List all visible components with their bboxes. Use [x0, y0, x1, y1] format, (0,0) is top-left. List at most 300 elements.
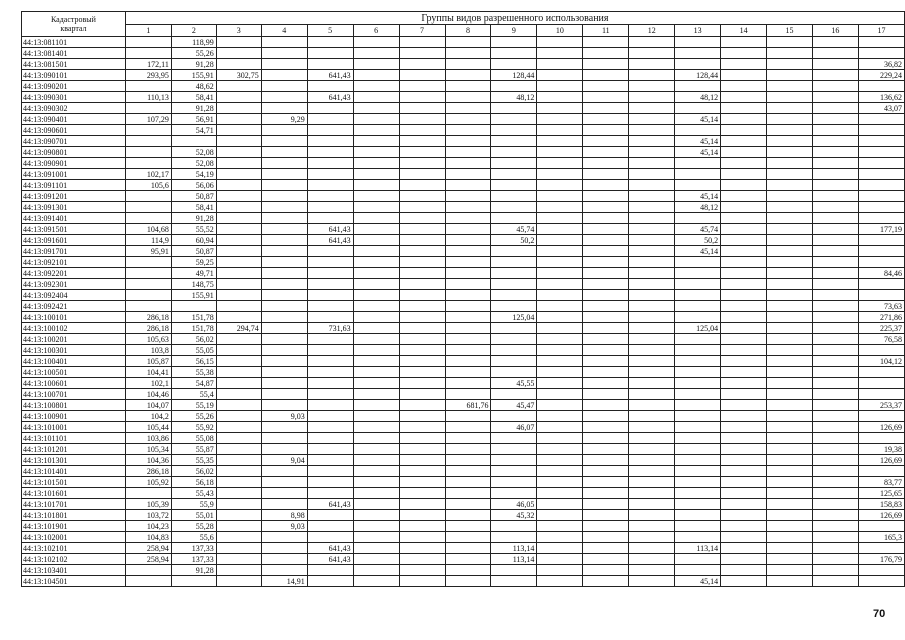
column-header-3: 3 — [216, 25, 261, 37]
value-cell-group-1: 104,23 — [125, 521, 171, 532]
value-cell-group-14 — [721, 488, 767, 499]
value-cell-group-1: 105,34 — [125, 444, 171, 455]
value-cell-group-6 — [353, 114, 399, 125]
value-cell-group-11 — [583, 92, 629, 103]
value-cell-group-13: 50,2 — [675, 235, 721, 246]
cadastral-quarter-cell: 44:13:090901 — [22, 158, 126, 169]
value-cell-group-14 — [721, 235, 767, 246]
value-cell-group-7 — [399, 279, 445, 290]
table-row — [22, 180, 905, 191]
value-cell-group-4 — [261, 191, 307, 202]
value-cell-group-7 — [399, 191, 445, 202]
value-cell-group-10 — [537, 532, 583, 543]
value-cell-group-7 — [399, 554, 445, 565]
value-cell-group-15 — [767, 554, 813, 565]
column-header-15: 15 — [767, 25, 813, 37]
value-cell-group-9 — [491, 279, 537, 290]
value-cell-group-6 — [353, 70, 399, 81]
value-cell-group-11 — [583, 422, 629, 433]
value-cell-group-17: 73,63 — [858, 301, 904, 312]
value-cell-group-6 — [353, 433, 399, 444]
value-cell-group-3 — [216, 334, 261, 345]
value-cell-group-3 — [216, 136, 261, 147]
value-cell-group-1 — [125, 290, 171, 301]
cadastral-quarter-cell: 44:13:090801 — [22, 147, 126, 158]
value-cell-group-5 — [307, 345, 353, 356]
value-cell-group-2 — [171, 576, 216, 587]
value-cell-group-13 — [675, 37, 721, 48]
cadastral-quarter-cell: 44:13:101901 — [22, 521, 126, 532]
cadastral-quarter-cell: 44:13:090301 — [22, 92, 126, 103]
value-cell-group-12 — [629, 257, 675, 268]
value-cell-group-3 — [216, 235, 261, 246]
value-cell-group-11 — [583, 158, 629, 169]
value-cell-group-15 — [767, 136, 813, 147]
value-cell-group-7 — [399, 246, 445, 257]
value-cell-group-11 — [583, 345, 629, 356]
value-cell-group-16 — [812, 114, 858, 125]
value-cell-group-6 — [353, 257, 399, 268]
value-cell-group-6 — [353, 466, 399, 477]
value-cell-group-6 — [353, 312, 399, 323]
value-cell-group-14 — [721, 169, 767, 180]
value-cell-group-15 — [767, 466, 813, 477]
value-cell-group-1: 103,8 — [125, 345, 171, 356]
value-cell-group-13 — [675, 257, 721, 268]
value-cell-group-1 — [125, 565, 171, 576]
table-row — [22, 48, 905, 59]
value-cell-group-1: 104,83 — [125, 532, 171, 543]
value-cell-group-11 — [583, 114, 629, 125]
table-body — [22, 37, 905, 587]
value-cell-group-11 — [583, 81, 629, 92]
value-cell-group-11 — [583, 70, 629, 81]
value-cell-group-3 — [216, 466, 261, 477]
value-cell-group-8 — [445, 114, 491, 125]
table-row — [22, 191, 905, 202]
table-row — [22, 301, 905, 312]
value-cell-group-13 — [675, 422, 721, 433]
value-cell-group-6 — [353, 356, 399, 367]
value-cell-group-7 — [399, 477, 445, 488]
value-cell-group-2: 50,87 — [171, 191, 216, 202]
value-cell-group-17 — [858, 257, 904, 268]
value-cell-group-12 — [629, 191, 675, 202]
value-cell-group-10 — [537, 213, 583, 224]
value-cell-group-9 — [491, 103, 537, 114]
value-cell-group-5 — [307, 367, 353, 378]
value-cell-group-3 — [216, 378, 261, 389]
value-cell-group-17 — [858, 202, 904, 213]
value-cell-group-2: 48,62 — [171, 81, 216, 92]
value-cell-group-8 — [445, 334, 491, 345]
value-cell-group-16 — [812, 158, 858, 169]
value-cell-group-16 — [812, 279, 858, 290]
value-cell-group-10 — [537, 323, 583, 334]
value-cell-group-5: 641,43 — [307, 235, 353, 246]
value-cell-group-5 — [307, 191, 353, 202]
value-cell-group-15 — [767, 389, 813, 400]
value-cell-group-4 — [261, 147, 307, 158]
cadastral-quarter-cell: 44:13:102001 — [22, 532, 126, 543]
value-cell-group-15 — [767, 422, 813, 433]
value-cell-group-1: 105,39 — [125, 499, 171, 510]
value-cell-group-14 — [721, 400, 767, 411]
value-cell-group-8 — [445, 37, 491, 48]
value-cell-group-3 — [216, 169, 261, 180]
value-cell-group-4 — [261, 378, 307, 389]
value-cell-group-10 — [537, 576, 583, 587]
table-row — [22, 400, 905, 411]
value-cell-group-12 — [629, 554, 675, 565]
value-cell-group-13 — [675, 477, 721, 488]
value-cell-group-16 — [812, 345, 858, 356]
value-cell-group-16 — [812, 411, 858, 422]
value-cell-group-10 — [537, 268, 583, 279]
value-cell-group-10 — [537, 48, 583, 59]
value-cell-group-1: 105,63 — [125, 334, 171, 345]
value-cell-group-13 — [675, 510, 721, 521]
value-cell-group-5 — [307, 158, 353, 169]
value-cell-group-6 — [353, 323, 399, 334]
value-cell-group-15 — [767, 246, 813, 257]
cadastral-quarter-cell: 44:13:102101 — [22, 543, 126, 554]
value-cell-group-6 — [353, 224, 399, 235]
cadastral-quarter-cell: 44:13:090401 — [22, 114, 126, 125]
value-cell-group-13 — [675, 433, 721, 444]
value-cell-group-5: 641,43 — [307, 224, 353, 235]
value-cell-group-6 — [353, 576, 399, 587]
value-cell-group-6 — [353, 136, 399, 147]
value-cell-group-15 — [767, 103, 813, 114]
table-row — [22, 466, 905, 477]
value-cell-group-15 — [767, 48, 813, 59]
value-cell-group-2: 56,18 — [171, 477, 216, 488]
value-cell-group-17 — [858, 279, 904, 290]
value-cell-group-7 — [399, 521, 445, 532]
value-cell-group-12 — [629, 312, 675, 323]
value-cell-group-8 — [445, 444, 491, 455]
value-cell-group-4: 8,98 — [261, 510, 307, 521]
value-cell-group-7 — [399, 48, 445, 59]
value-cell-group-8 — [445, 136, 491, 147]
value-cell-group-3 — [216, 455, 261, 466]
value-cell-group-11 — [583, 147, 629, 158]
value-cell-group-16 — [812, 70, 858, 81]
value-cell-group-15 — [767, 543, 813, 554]
value-cell-group-6 — [353, 455, 399, 466]
value-cell-group-9 — [491, 246, 537, 257]
value-cell-group-7 — [399, 444, 445, 455]
value-cell-group-11 — [583, 477, 629, 488]
value-cell-group-5 — [307, 334, 353, 345]
value-cell-group-12 — [629, 356, 675, 367]
value-cell-group-9 — [491, 48, 537, 59]
value-cell-group-6 — [353, 532, 399, 543]
cadastral-quarter-cell: 44:13:101001 — [22, 422, 126, 433]
header-key-line2: квартал — [60, 24, 87, 33]
value-cell-group-10 — [537, 114, 583, 125]
value-cell-group-12 — [629, 268, 675, 279]
table-row — [22, 202, 905, 213]
value-cell-group-17: 126,69 — [858, 510, 904, 521]
value-cell-group-12 — [629, 345, 675, 356]
value-cell-group-2: 55,52 — [171, 224, 216, 235]
value-cell-group-3 — [216, 81, 261, 92]
value-cell-group-12 — [629, 411, 675, 422]
value-cell-group-15 — [767, 169, 813, 180]
value-cell-group-7 — [399, 367, 445, 378]
value-cell-group-9 — [491, 37, 537, 48]
value-cell-group-8 — [445, 499, 491, 510]
value-cell-group-12 — [629, 521, 675, 532]
cadastral-quarter-cell: 44:13:090302 — [22, 103, 126, 114]
value-cell-group-4 — [261, 422, 307, 433]
value-cell-group-16 — [812, 59, 858, 70]
value-cell-group-17 — [858, 246, 904, 257]
value-cell-group-4: 9,04 — [261, 455, 307, 466]
value-cell-group-10 — [537, 488, 583, 499]
value-cell-group-7 — [399, 202, 445, 213]
value-cell-group-3 — [216, 213, 261, 224]
table-row — [22, 257, 905, 268]
cadastral-quarter-cell: 44:13:100102 — [22, 323, 126, 334]
value-cell-group-3 — [216, 532, 261, 543]
value-cell-group-14 — [721, 301, 767, 312]
value-cell-group-17 — [858, 114, 904, 125]
value-cell-group-15 — [767, 521, 813, 532]
value-cell-group-17 — [858, 433, 904, 444]
value-cell-group-16 — [812, 246, 858, 257]
value-cell-group-3: 294,74 — [216, 323, 261, 334]
value-cell-group-16 — [812, 521, 858, 532]
value-cell-group-16 — [812, 257, 858, 268]
value-cell-group-2: 151,78 — [171, 312, 216, 323]
value-cell-group-12 — [629, 279, 675, 290]
value-cell-group-4 — [261, 125, 307, 136]
value-cell-group-2: 54,71 — [171, 125, 216, 136]
value-cell-group-4: 9,03 — [261, 521, 307, 532]
value-cell-group-4 — [261, 48, 307, 59]
value-cell-group-5: 731,63 — [307, 323, 353, 334]
value-cell-group-1: 104,68 — [125, 224, 171, 235]
value-cell-group-7 — [399, 169, 445, 180]
column-header-6: 6 — [353, 25, 399, 37]
value-cell-group-7 — [399, 158, 445, 169]
value-cell-group-15 — [767, 433, 813, 444]
value-cell-group-6 — [353, 345, 399, 356]
value-cell-group-13: 45,14 — [675, 147, 721, 158]
value-cell-group-1: 95,91 — [125, 246, 171, 257]
value-cell-group-17 — [858, 389, 904, 400]
value-cell-group-15 — [767, 345, 813, 356]
value-cell-group-17: 19,38 — [858, 444, 904, 455]
value-cell-group-4: 9,03 — [261, 411, 307, 422]
table-row — [22, 422, 905, 433]
value-cell-group-3 — [216, 59, 261, 70]
value-cell-group-5 — [307, 257, 353, 268]
value-cell-group-17 — [858, 191, 904, 202]
value-cell-group-7 — [399, 103, 445, 114]
value-cell-group-5 — [307, 488, 353, 499]
value-cell-group-16 — [812, 323, 858, 334]
cadastral-quarter-cell: 44:13:091201 — [22, 191, 126, 202]
value-cell-group-1: 105,44 — [125, 422, 171, 433]
value-cell-group-4 — [261, 532, 307, 543]
value-cell-group-5 — [307, 411, 353, 422]
value-cell-group-13: 45,14 — [675, 246, 721, 257]
table-row — [22, 103, 905, 114]
value-cell-group-4 — [261, 323, 307, 334]
value-cell-group-10 — [537, 235, 583, 246]
value-cell-group-13: 45,14 — [675, 114, 721, 125]
value-cell-group-5 — [307, 565, 353, 576]
value-cell-group-15 — [767, 301, 813, 312]
column-header-13: 13 — [675, 25, 721, 37]
value-cell-group-14 — [721, 510, 767, 521]
value-cell-group-8 — [445, 224, 491, 235]
value-cell-group-16 — [812, 301, 858, 312]
value-cell-group-9 — [491, 257, 537, 268]
value-cell-group-12 — [629, 389, 675, 400]
value-cell-group-1: 103,86 — [125, 433, 171, 444]
column-header-9: 9 — [491, 25, 537, 37]
table-row — [22, 136, 905, 147]
value-cell-group-13: 45,14 — [675, 191, 721, 202]
table-row — [22, 147, 905, 158]
value-cell-group-11 — [583, 488, 629, 499]
column-header-1: 1 — [125, 25, 171, 37]
table-row — [22, 367, 905, 378]
value-cell-group-9 — [491, 466, 537, 477]
value-cell-group-5 — [307, 48, 353, 59]
value-cell-group-2: 55,35 — [171, 455, 216, 466]
value-cell-group-2: 56,02 — [171, 334, 216, 345]
value-cell-group-3 — [216, 367, 261, 378]
value-cell-group-11 — [583, 169, 629, 180]
value-cell-group-6 — [353, 565, 399, 576]
value-cell-group-2: 55,43 — [171, 488, 216, 499]
value-cell-group-16 — [812, 499, 858, 510]
value-cell-group-1: 110,13 — [125, 92, 171, 103]
value-cell-group-6 — [353, 521, 399, 532]
table-row — [22, 411, 905, 422]
value-cell-group-2: 155,91 — [171, 70, 216, 81]
value-cell-group-2: 58,41 — [171, 202, 216, 213]
value-cell-group-4 — [261, 257, 307, 268]
value-cell-group-5 — [307, 213, 353, 224]
value-cell-group-9 — [491, 389, 537, 400]
value-cell-group-12 — [629, 136, 675, 147]
value-cell-group-6 — [353, 103, 399, 114]
value-cell-group-9 — [491, 59, 537, 70]
value-cell-group-9 — [491, 147, 537, 158]
value-cell-group-13 — [675, 499, 721, 510]
value-cell-group-15 — [767, 92, 813, 103]
value-cell-group-12 — [629, 125, 675, 136]
value-cell-group-17: 76,58 — [858, 334, 904, 345]
value-cell-group-13: 48,12 — [675, 92, 721, 103]
table-row — [22, 268, 905, 279]
value-cell-group-5 — [307, 422, 353, 433]
value-cell-group-3 — [216, 301, 261, 312]
value-cell-group-8 — [445, 455, 491, 466]
value-cell-group-14 — [721, 59, 767, 70]
value-cell-group-13 — [675, 81, 721, 92]
value-cell-group-11 — [583, 191, 629, 202]
value-cell-group-12 — [629, 103, 675, 114]
cadastral-quarter-cell: 44:13:100801 — [22, 400, 126, 411]
value-cell-group-6 — [353, 268, 399, 279]
value-cell-group-11 — [583, 554, 629, 565]
value-cell-group-3 — [216, 400, 261, 411]
value-cell-group-14 — [721, 323, 767, 334]
value-cell-group-14 — [721, 444, 767, 455]
value-cell-group-9: 50,2 — [491, 235, 537, 246]
value-cell-group-16 — [812, 180, 858, 191]
table-row — [22, 389, 905, 400]
value-cell-group-12 — [629, 334, 675, 345]
value-cell-group-11 — [583, 532, 629, 543]
value-cell-group-4 — [261, 543, 307, 554]
value-cell-group-6 — [353, 48, 399, 59]
value-cell-group-7 — [399, 70, 445, 81]
value-cell-group-15 — [767, 37, 813, 48]
value-cell-group-3 — [216, 444, 261, 455]
value-cell-group-8 — [445, 488, 491, 499]
value-cell-group-13 — [675, 400, 721, 411]
value-cell-group-10 — [537, 191, 583, 202]
value-cell-group-4 — [261, 279, 307, 290]
value-cell-group-3 — [216, 312, 261, 323]
value-cell-group-9 — [491, 411, 537, 422]
value-cell-group-16 — [812, 125, 858, 136]
value-cell-group-2: 55,92 — [171, 422, 216, 433]
value-cell-group-13 — [675, 532, 721, 543]
value-cell-group-7 — [399, 37, 445, 48]
value-cell-group-15 — [767, 279, 813, 290]
value-cell-group-4 — [261, 565, 307, 576]
value-cell-group-1 — [125, 488, 171, 499]
value-cell-group-7 — [399, 466, 445, 477]
value-cell-group-4 — [261, 488, 307, 499]
value-cell-group-9 — [491, 367, 537, 378]
column-header-12: 12 — [629, 25, 675, 37]
value-cell-group-1: 286,18 — [125, 312, 171, 323]
value-cell-group-3 — [216, 345, 261, 356]
value-cell-group-1 — [125, 268, 171, 279]
value-cell-group-12 — [629, 246, 675, 257]
value-cell-group-11 — [583, 268, 629, 279]
column-header-10: 10 — [537, 25, 583, 37]
value-cell-group-10 — [537, 334, 583, 345]
value-cell-group-4 — [261, 356, 307, 367]
value-cell-group-4 — [261, 499, 307, 510]
value-cell-group-9: 45,32 — [491, 510, 537, 521]
value-cell-group-3 — [216, 565, 261, 576]
table-row — [22, 92, 905, 103]
value-cell-group-14 — [721, 48, 767, 59]
value-cell-group-9 — [491, 455, 537, 466]
value-cell-group-2: 55,19 — [171, 400, 216, 411]
value-cell-group-14 — [721, 554, 767, 565]
cadastral-quarter-cell: 44:13:101101 — [22, 433, 126, 444]
value-cell-group-5 — [307, 59, 353, 70]
value-cell-group-1: 104,46 — [125, 389, 171, 400]
value-cell-group-8 — [445, 378, 491, 389]
value-cell-group-12 — [629, 290, 675, 301]
value-cell-group-13 — [675, 389, 721, 400]
